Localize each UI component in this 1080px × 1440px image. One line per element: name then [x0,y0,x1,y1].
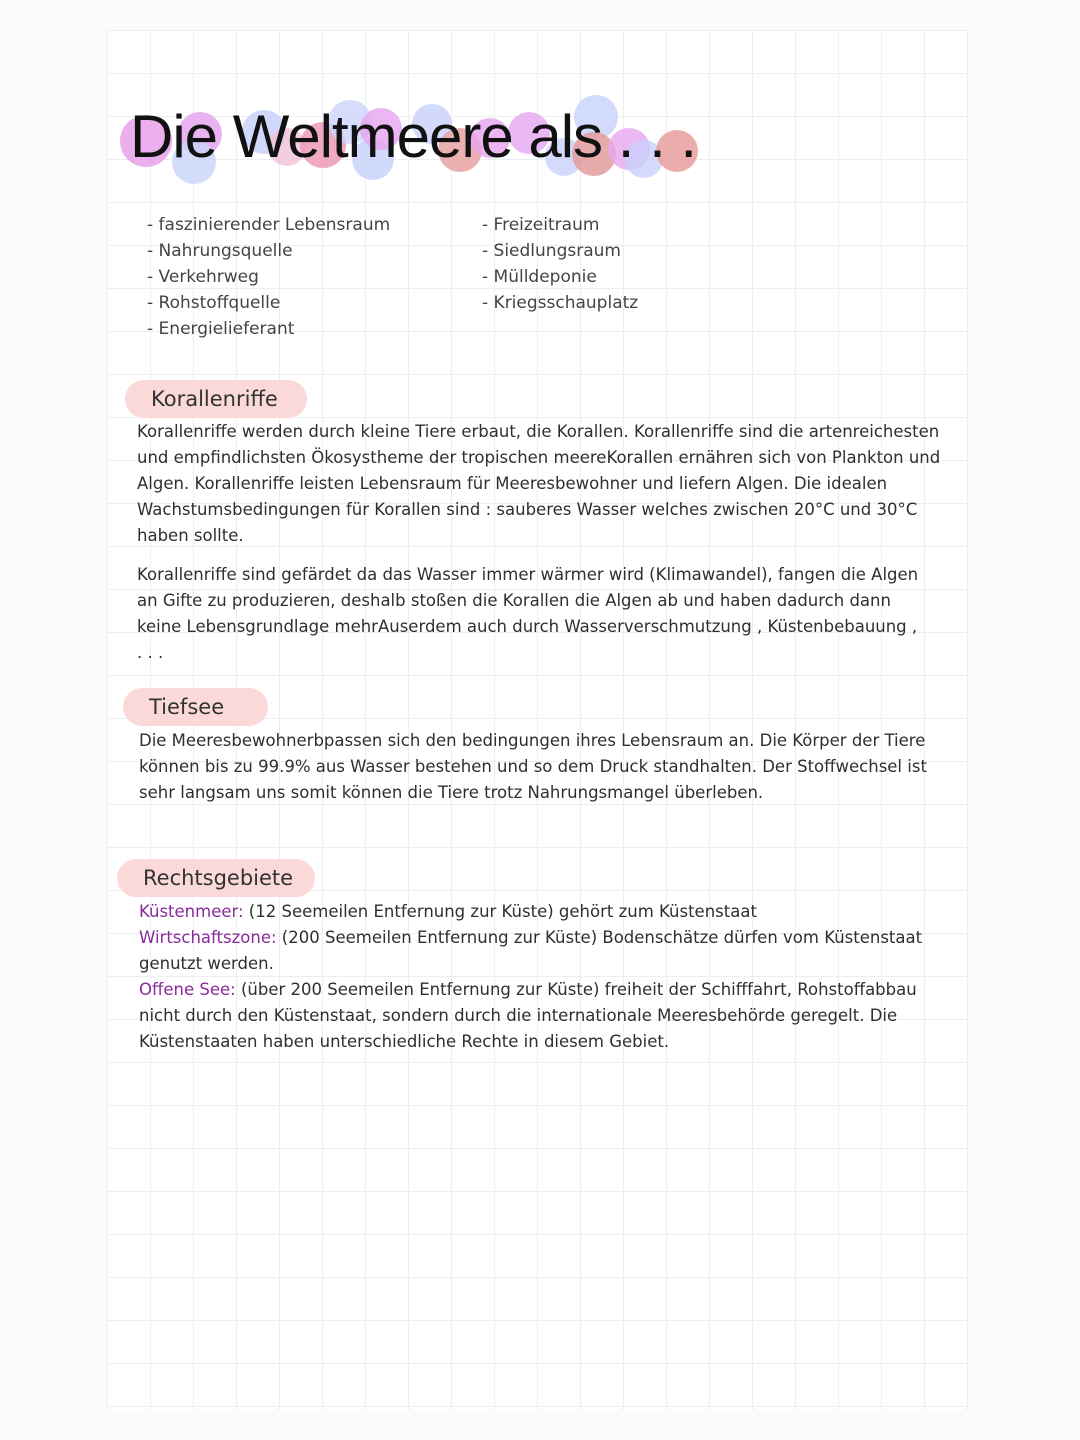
definition-offene-see: (über 200 Seemeilen Entfernung zur Küste) freiheit der Schifffahrt, Rohstoffabbau nicht durch den Küstenstaat, sondern durch die internationale Meeresbehörde geregelt. Die Küstenstaaten haben unterschiedliche Rechte in diesem Gebiet. [139,980,917,1051]
definition-wirtschaftszone: (200 Seemeilen Entfernung zur Küste) Bodenschätze dürfen vom Küstenstaat genutzt werden. [139,928,923,973]
page-title: Die Weltmeere als . . . [130,103,697,170]
list-item: - Freizeitraum [482,212,638,238]
korallen-paragraph-1: Korallenriffe werden durch kleine Tiere erbaut, die Korallen. Korallenriffe sind die artenreichesten und empfindlichsten Ökosystheme der tropischen meereKorallen ernähren sich von Plankton und Algen. Korallenriffe leisten Lebensraum für Meeresbewohner und liefern Algen. Die idealen Wachstumsbedingungen für Korallen sind : sauberes Wasser welches zwischen 20°C und 30°C haben sollte. [137,422,941,545]
definition-kuestenmeer: (12 Seemeilen Entfernung zur Küste) gehört zum Küstenstaat [243,902,757,921]
korallen-paragraph-2: Korallenriffe sind gefärdet da das Wasser immer wärmer wird (Klimawandel), fangen die Algen an Gifte zu produzieren, deshalb stoßen die Korallen die Algen ab und haben dadurch dann keine Lebensgrundlage mehrAuserdem auch durch Wasserverschmutzung , Küstenbebauung , . . . [137,565,919,662]
uses-list-right [482,212,638,316]
list-item: - Energielieferant [147,316,390,342]
rechtsgebiete-paragraph [139,899,949,1055]
term-offene-see: Offene See: [139,980,236,999]
list-item: - Rohstoffquelle [147,290,390,316]
list-item: - Mülldeponie [482,264,638,290]
term-kuestenmeer: Küstenmeer: [139,902,244,921]
list-item: - Verkehrweg [147,264,390,290]
heading-tiefsee: Tiefsee [123,688,268,726]
list-item: - Nahrungsquelle [147,238,390,264]
uses-list-left [147,212,390,342]
term-wirtschaftszone: Wirtschaftszone: [139,928,277,947]
list-item: - Kriegsschauplatz [482,290,638,316]
heading-korallenriffe: Korallenriffe [125,380,307,418]
list-item: - Siedlungsraum [482,238,638,264]
list-item: - faszinierender Lebensraum [147,212,390,238]
heading-rechtsgebiete: Rechtsgebiete [117,859,315,897]
tiefsee-paragraph: Die Meeresbewohnerbpassen sich den bedingungen ihres Lebensraum an. Die Körper der Tiere können bis zu 99.9% aus Wasser bestehen und so dem Druck standhalten. Der Stoffwechsel ist sehr langsam uns somit können die Tiere trotz Nahrungsmangel überleben. [139,731,927,802]
